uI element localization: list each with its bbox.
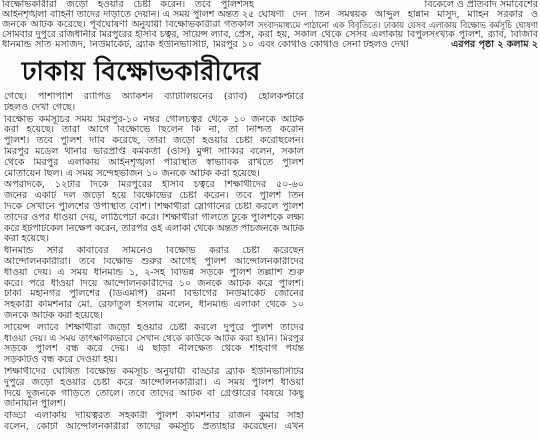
article-line: ধানমন্ডি স্টার কাবাবের সামনেও বিক্ষোভ করার চেষ্টা করেছেন bbox=[4, 246, 304, 257]
top-left-column bbox=[2, 0, 254, 50]
article-line: আন্দোলনকারীরা। তবে বিক্ষোভ শুরুর আগেই পুলিশ আন্দোলনকারীদের bbox=[4, 256, 304, 267]
article-paragraph bbox=[4, 323, 304, 366]
top-left-line: জনকে আটক করেছে। পূর্বঘোষণা অনুযায়ী বিক্ষোভকারীরা গতকাল bbox=[2, 20, 254, 30]
article-line: বলেন, কোটা আন্দোলনকারীরা তাঁদের কর্মসূচি প্রত্যাহার করেছেন। এখন bbox=[4, 421, 304, 432]
article-line: জানায়নি পুলিশ। bbox=[4, 399, 66, 410]
article-line: মিরপুর মডেল থানার ভারপ্রাপ্ত কর্মকর্তা (ওসি) মুন্সী সাব্বির বলেন, সকাল bbox=[4, 146, 304, 157]
article-line: ঢাকা মহানগর পুলিশের (ডিএমপি) রমনা বিভাগের নিউমার্কেট জোনের bbox=[4, 289, 304, 300]
article-line: টহলও দেখা গেছে। bbox=[4, 102, 76, 113]
article-line: করা হয়েছে। তাঁরা আগে বিক্ষোভে ছিলেন কি না, তা নিশ্চিত করেনি bbox=[4, 125, 304, 136]
top-right-line: সংবাদমাধ্যমে পাঠানো এক বিবৃতিতে। ঢাকায় যেসব এলাকায় বিক্ষোভ কর্মসূচি ঘোষণা bbox=[258, 20, 538, 30]
article-line: সহকারী কমিশনার মো. রেফাতুল ইসলাম বলেন, ধানমন্ডি এলাকা থেকে ১০ bbox=[4, 300, 304, 311]
article-line: করে। পরে ধাওয়া দিয়ে আন্দোলনকারীদের ১০ জনকে আটক করে পুলিশ। bbox=[4, 278, 304, 289]
article-paragraph bbox=[4, 367, 304, 410]
article-line: অপরদিকে, ১২টার দিকে মিরপুরের ইসিবি চত্বরে শিক্ষার্থীদের ৫০-৬০ bbox=[4, 180, 304, 191]
article-line: করা হয়েছে। bbox=[4, 234, 50, 245]
article-line: সায়েন্স ল্যাবে শিক্ষার্থীরা জড়ো হওয়ার চেষ্টা করলে দুপুরে পুলিশ তাঁদের bbox=[4, 322, 304, 333]
article-paragraph bbox=[4, 92, 304, 114]
article-paragraph bbox=[4, 411, 304, 433]
top-right-column bbox=[258, 0, 538, 50]
article-line: সড়কটিও বন্ধ করে দেওয়া হয়। bbox=[4, 355, 118, 366]
article-line: বিক্ষোভ কর্মসূচির সময় মিরপুর-১০ নম্বর গোলচত্বর থেকে ১০ জনকে আটক bbox=[4, 114, 304, 125]
top-right-last-row bbox=[258, 40, 538, 50]
article-line: মোতায়েন ছিল। এ সময় সন্দেহভাজন ১০ জনকে আটক করা হয়েছে। bbox=[4, 168, 260, 179]
top-right-line: বিকেলে ও প্রতিবাদ সমাবেশের bbox=[424, 0, 538, 10]
continuation-note: এরপর পৃষ্ঠা ২ কলাম ২ bbox=[451, 40, 538, 50]
article-line: জনকে আটক করা হয়েছে। bbox=[4, 310, 103, 321]
top-right-line: এবং কোথাও কোথাও সেনা টহলও দেখা bbox=[258, 40, 409, 50]
article-line: ধাওয়া দেয়। এ সময় ধানমন্ডি ১, ২-সহ বিভিন্ন সড়কে পুলিশ তল্লাশি শুরু bbox=[4, 267, 304, 278]
article-line: শিক্ষার্থীদের ঘোষিত বিক্ষোভ কর্মসূচি অনুযায়ী বাড্ডার ব্র্যাক ইউনিভার্সিটির bbox=[4, 366, 304, 377]
article-line: তাঁদের ওপর ধাওয়া দেয়, লাঠিপেটা করে। শিক্ষার্থীরা গলিতে ঢুকে পুলিশকে লক্ষ্য bbox=[4, 212, 304, 223]
top-left-line: বিক্ষোভকারীরা জড়ো হওয়ার চেষ্টা করেন। তবে পুলিশসহ bbox=[2, 0, 254, 10]
article-body bbox=[4, 92, 304, 433]
article-line: জনের একটি দল জড়ো হয়ে বিক্ষোভের চেষ্টা করেন। তবে পুলিশ তিন bbox=[4, 191, 304, 202]
top-right-line: ঘোষণা দেন তিন সমন্বয়ক আব্দুল হান্নান মাসুদ, মাহিন সরকার ও bbox=[258, 10, 538, 20]
article-line: দিয়ে দুজনকে গাড়িতে তোলে। তবে তাঁদের আটক বা গ্রেপ্তারের বিষয়ে কিছু bbox=[4, 388, 304, 399]
article-line: সড়কে পুলিশ বন্ধ করে দেয়। এ ছাড়া নীলক্ষেত থেকে শাহবাগ পর্যন্ত bbox=[4, 344, 304, 355]
article-line: দুপুরে জড়ো হওয়ার চেষ্টা করে আন্দোলনকারীরা। এ সময় পুলিশ ধাওয়া bbox=[4, 377, 304, 388]
article-line: দিকে সেখানে পুলিশের উপস্থিতি বেশি। শিক্ষার্থীরা স্লোগানের চেষ্টা করলে পুলিশ bbox=[4, 201, 304, 212]
headline: ঢাকায় বিক্ষোভকারীদের bbox=[21, 57, 261, 87]
article-paragraph bbox=[4, 246, 304, 322]
top-right-line: করা হয়, সকাল থেকে সেসব এলাকায় বিপুলসংখ্যক পুলিশ, র‍্যাব, বিজিবি bbox=[258, 30, 538, 40]
article-line: পুলিশ। তবে পুলিশ দাবি করেছে, তাঁরা জড়ো হওয়ার চেষ্টা করেছিলেন। bbox=[4, 136, 304, 147]
article-line: থেকে মিরপুর এলাকায় আইনশৃঙ্খলা পরিস্থিতি স্বাভাবিক রাখতে পুলিশ bbox=[4, 157, 304, 168]
article-line: গেছে। পাশাপাশি র‍্যাপিড অ্যাকশন ব্যাটালিয়নের (র‍্যাব) হেলিকপ্টারে bbox=[4, 92, 304, 102]
article-line: করে ইটপাটকেল নিক্ষেপ করেন, তারপর ওই এলাকা থেকে অন্তত পাঁচজনকে আটক bbox=[4, 223, 304, 234]
article-line: ধাওয়া দেয়। এ সময় তাৎক্ষণিকভাবে সেখান থেকে কাউকে আটক করা হয়নি। মিরপুর bbox=[4, 333, 304, 344]
article-line: বাড্ডা এলাকায় দায়িত্বরত সহকারী পুলিশ কমিশনার রাজন কুমার সাহা bbox=[4, 411, 304, 422]
top-left-line: আইনশৃঙ্খলা বাহিনী তাঁদের দাঁড়াতে দেয়নি। এ সময় পুলিশ অন্তত ২৫ bbox=[2, 10, 254, 20]
article-paragraph bbox=[4, 180, 304, 245]
article-paragraph bbox=[4, 115, 304, 180]
top-left-line: সোমবার দুপুরে রাজধানীর মিরপুরের ইসিবি চত্বর, সায়েন্স ল্যাব, প্রেস, bbox=[2, 30, 254, 40]
top-left-line: ধানমন্ডি সাত মসজিদ, নিউমার্কেট, ব্র্যাক ইউনিভার্সিটি, মিরপুর ১০ bbox=[2, 40, 254, 50]
